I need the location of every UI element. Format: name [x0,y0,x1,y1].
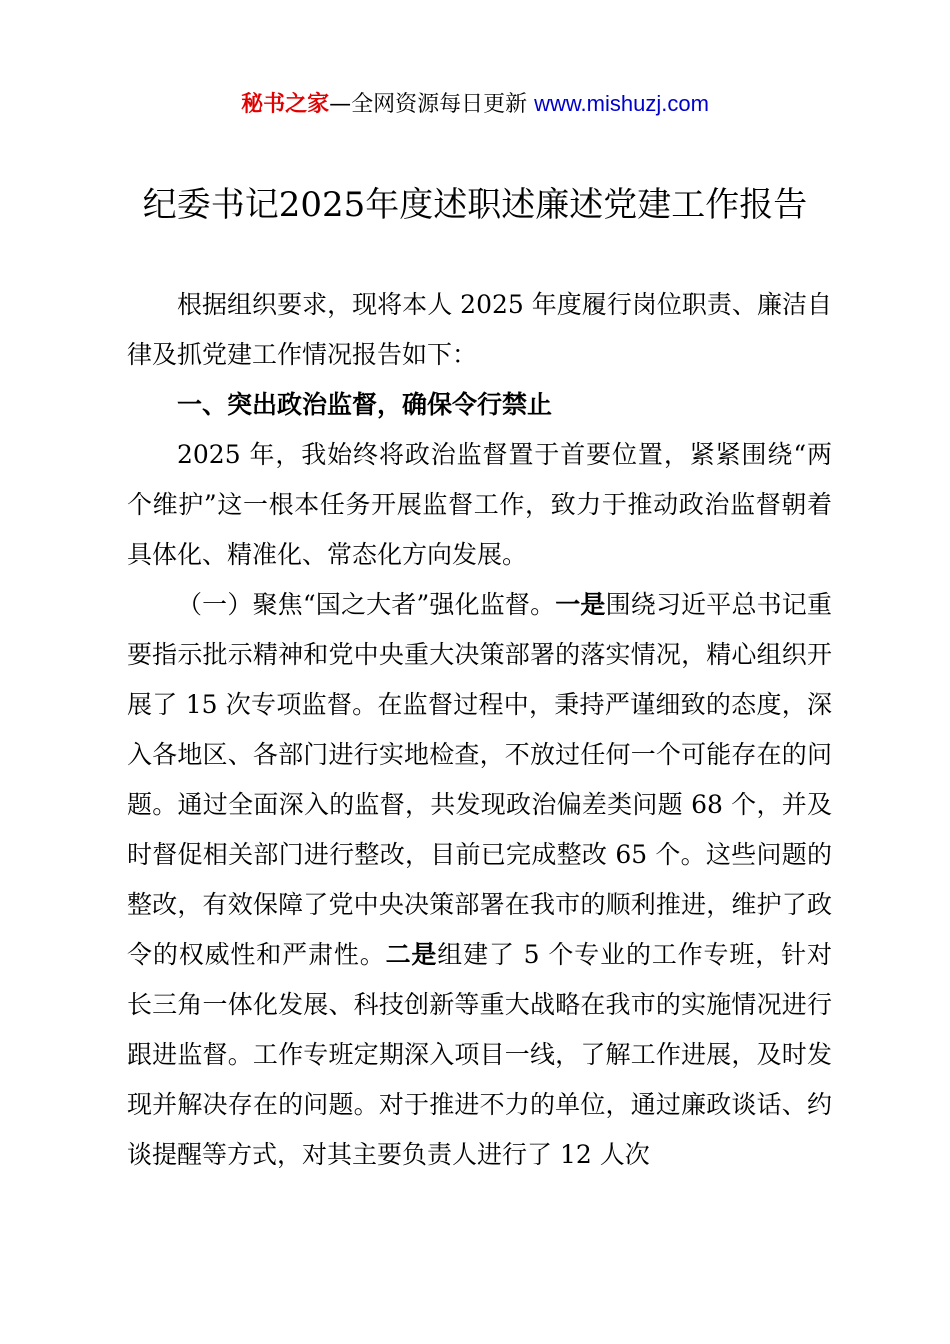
document-body [127,280,832,1180]
site-header [0,88,950,121]
brand-name: 秘书之家 [241,92,330,117]
section-heading: 一、突出政治监督，确保令行禁止 [177,390,553,419]
subsection-lead: （一）聚焦“国之大者”强化监督。 [177,590,556,619]
point-two-text: 组建了 5 个专业的工作专班，针对长三角一体化发展、科技创新等重大战略在我市的实施情况进行跟进监督。工作专班定期深入项目一线，了解工作进展，及时发现并解决存在的问题。对于推进不力的单位，通过廉政谈话、约谈提醒等方式，对其主要负责人进行了 12 人次 [127,940,832,1169]
section-paragraph: 2025 年，我始终将政治监督置于首要位置，紧紧围绕“两个维护”这一根本任务开展监督工作，致力于推动政治监督朝着具体化、精准化、常态化方向发展。 [127,440,832,569]
site-url-link[interactable]: www.mishuzj.com [534,91,709,116]
point-two-label: 二是 [385,940,438,969]
document-title: 纪委书记2025年度述职述廉述党建工作报告 [142,185,808,225]
header-tagline: —全网资源每日更新 [329,92,528,117]
point-one-text: 围绕习近平总书记重要指示批示精神和党中央重大决策部署的落实情况，精心组织开展了 15 次专项监督。在监督过程中，秉持严谨细致的态度，深入各地区、各部门进行实地检查，不放过任何一个可能存在的问题。通过全面深入的监督，共发现政治偏差类问题 68 个，并及时督促相关部门进行整改，目前已完成整改 65 个。这些问题的整改，有效保障了党中央决策部署在我市的顺利推进，维护了政令的权威性和严肃性。 [127,590,832,969]
subsection-paragraph [127,580,832,1180]
intro-paragraph: 根据组织要求，现将本人 2025 年度履行岗位职责、廉洁自律及抓党建工作情况报告如下： [127,290,832,369]
point-one-label: 一是 [555,590,606,619]
